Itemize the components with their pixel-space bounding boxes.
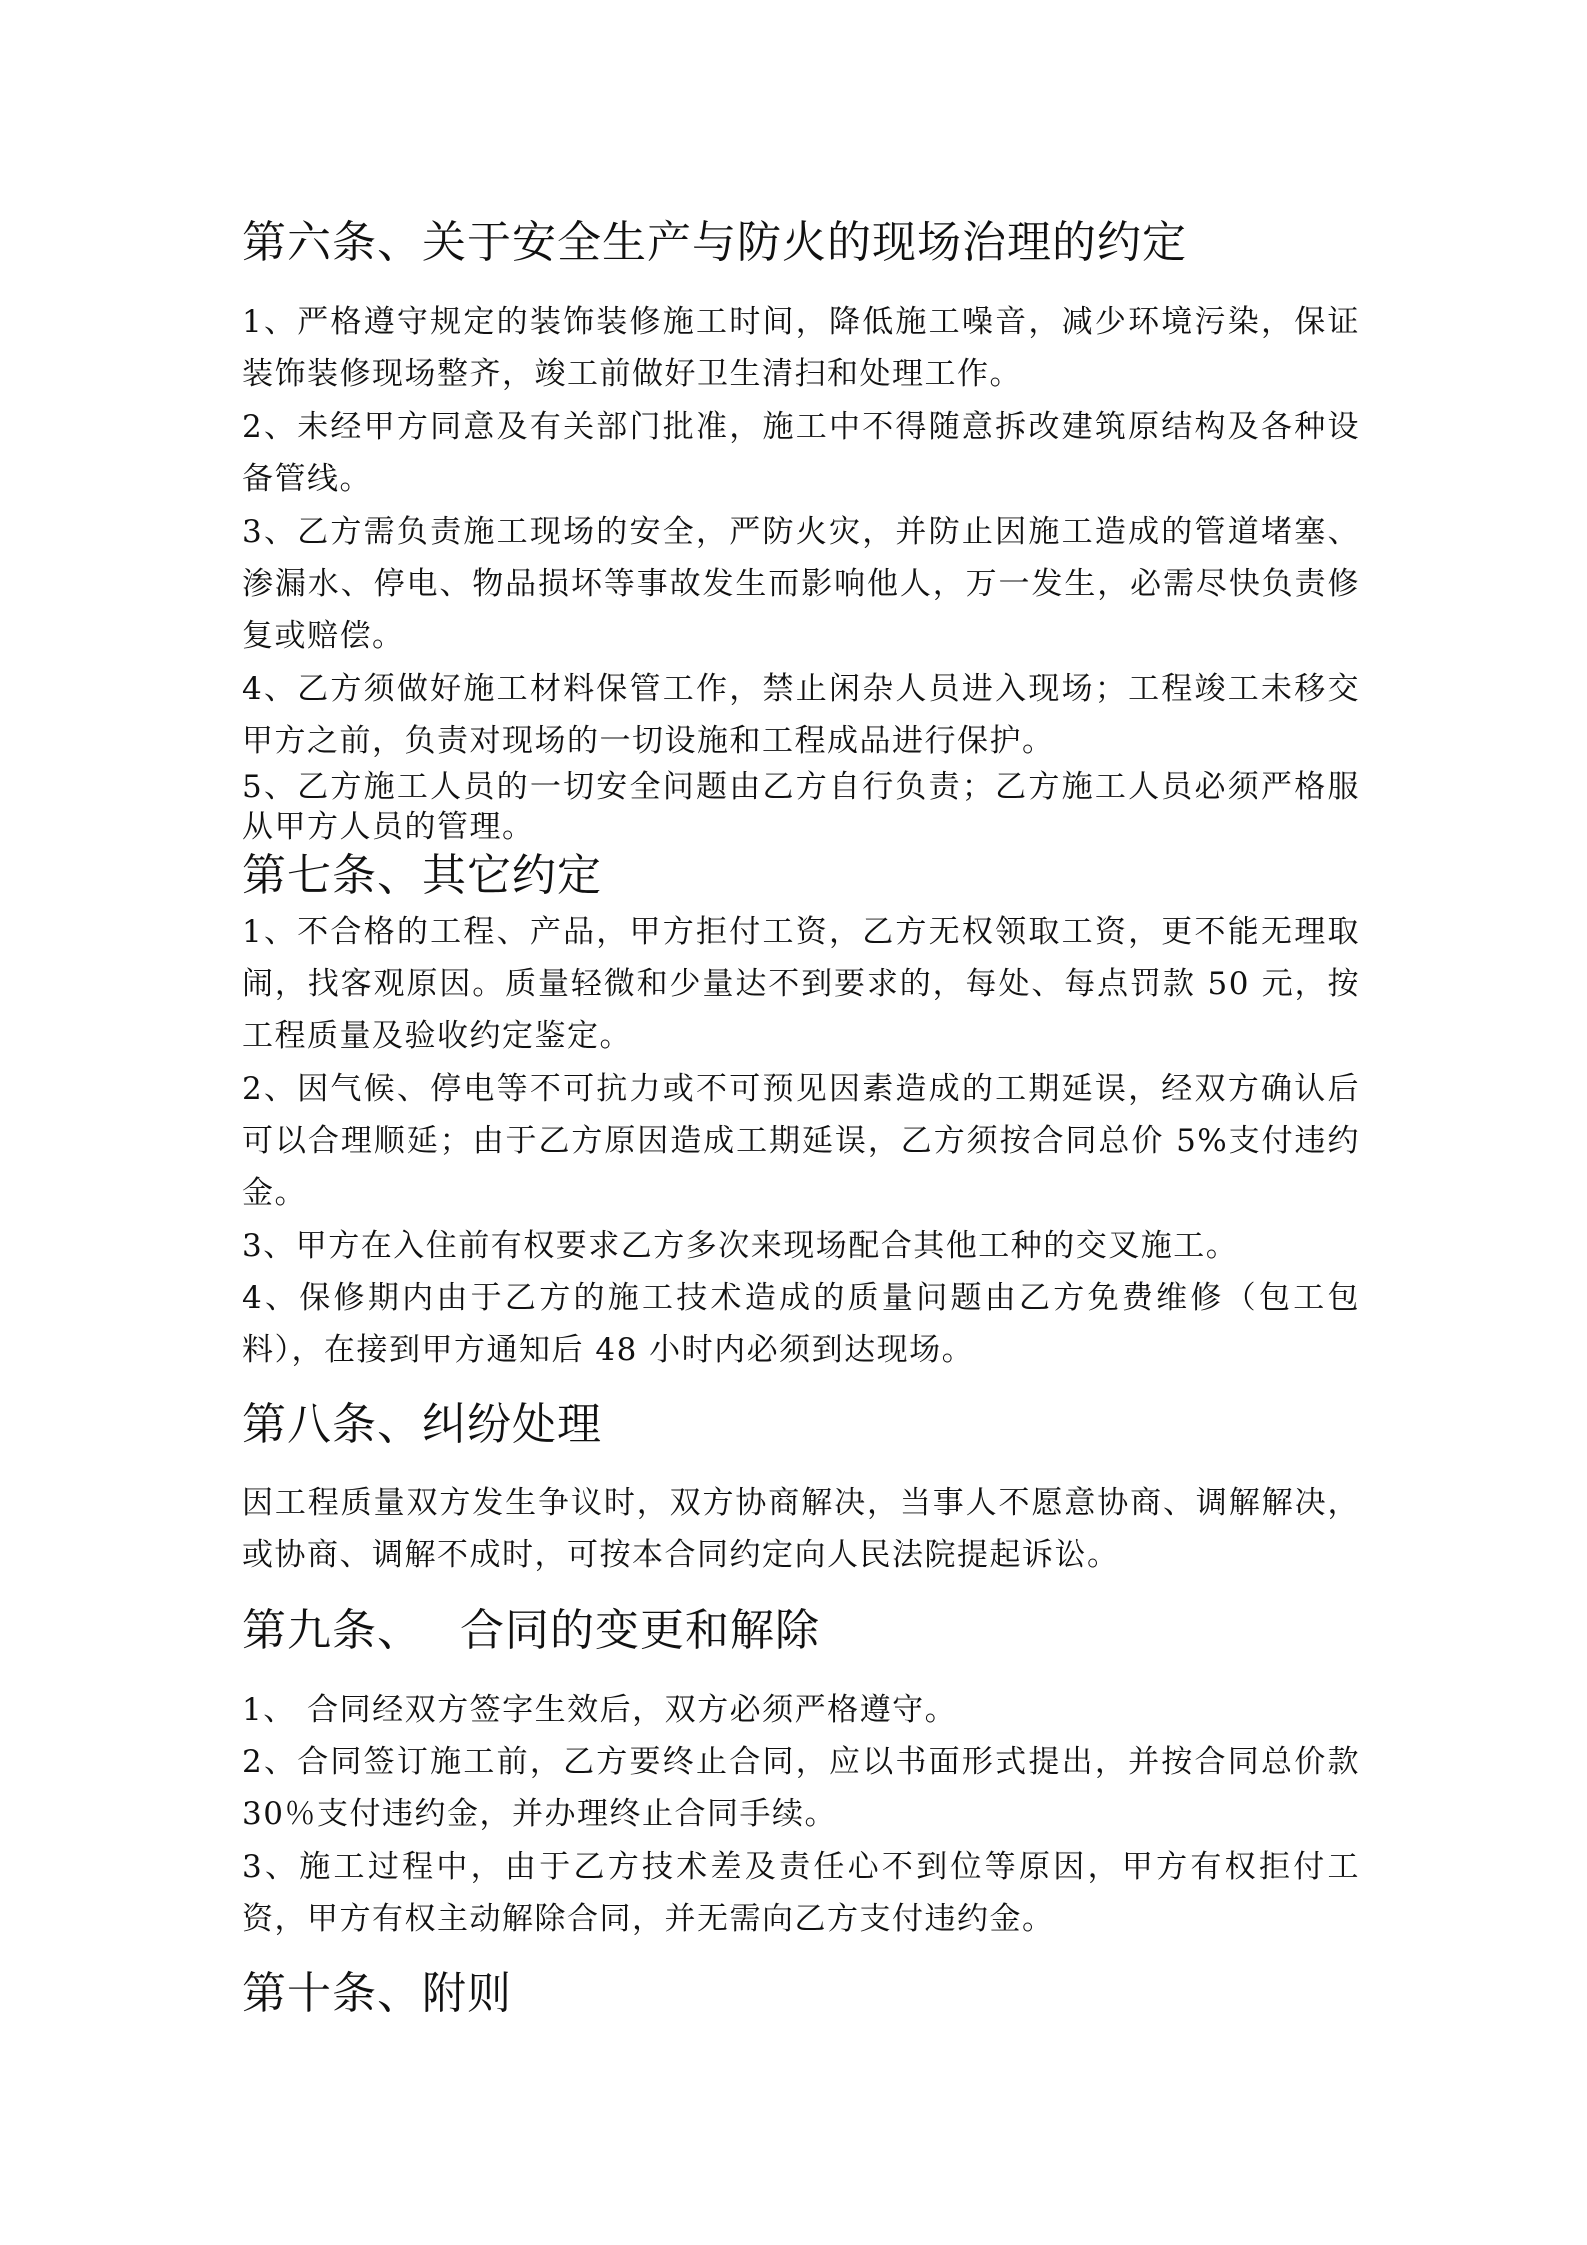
article-9-item-1: 1、 合同经双方签字生效后，双方必须严格遵守。 — [242, 1692, 958, 1728]
article-9-item-2: 2、合同签订施工前，乙方要终止合同，应以书面形式提出，并按合同总价款 30％支付违约金，并办理终止合同手续。 — [242, 1744, 1360, 1832]
article-8-heading: 第八条、纠纷处理 — [242, 1399, 602, 1450]
article-6-heading: 第六条、关于安全生产与防火的现场治理的约定 — [242, 217, 1187, 268]
article-7-item-1: 1、不合格的工程、产品，甲方拒付工资，乙方无权领取工资，更不能无理取闹，找客观原因。质量轻微和少量达不到要求的，每处、每点罚款 50 元，按工程质量及验收约定鉴定。 — [242, 914, 1360, 1054]
article-7-item-4: 4、保修期内由于乙方的施工技术造成的质量问题由乙方免费维修（包工包料），在接到甲方通知后 48 小时内必须到达现场。 — [242, 1280, 1360, 1368]
article-9-item-3: 3、施工过程中，由于乙方技术差及责任心不到位等原因，甲方有权拒付工资，甲方有权主动解除合同，并无需向乙方支付违约金。 — [242, 1849, 1360, 1937]
article-9-heading: 第九条、 合同的变更和解除 — [242, 1605, 820, 1656]
article-6-item-5: 5、乙方施工人员的一切安全问题由乙方自行负责；乙方施工人员必须严格服从甲方人员的管理。 — [242, 769, 1360, 845]
article-6-item-4: 4、乙方须做好施工材料保管工作，禁止闲杂人员进入现场；工程竣工未移交甲方之前，负责对现场的一切设施和工程成品进行保护。 — [242, 671, 1360, 759]
article-7-item-2: 2、因气候、停电等不可抗力或不可预见因素造成的工期延误，经双方确认后可以合理顺延；由于乙方原因造成工期延误，乙方须按合同总价 5%支付违约金。 — [242, 1071, 1360, 1211]
article-7-heading: 第七条、其它约定 — [242, 850, 602, 901]
article-6-item-2: 2、未经甲方同意及有关部门批准，施工中不得随意拆改建筑原结构及各种设备管线。 — [242, 409, 1360, 497]
article-8-text: 因工程质量双方发生争议时，双方协商解决，当事人不愿意协商、调解解决，或协商、调解不成时，可按本合同约定向人民法院提起诉讼。 — [242, 1485, 1360, 1573]
article-7-item-3: 3、甲方在入住前有权要求乙方多次来现场配合其他工种的交叉施工。 — [242, 1228, 1239, 1264]
article-6-item-3: 3、乙方需负责施工现场的安全，严防火灾，并防止因施工造成的管道堵塞、渗漏水、停电、物品损坏等事故发生而影响他人，万一发生，必需尽快负责修复或赔偿。 — [242, 514, 1360, 654]
article-6-item-1: 1、严格遵守规定的装饰装修施工时间，降低施工噪音，减少环境污染，保证装饰装修现场整齐，竣工前做好卫生清扫和处理工作。 — [242, 304, 1360, 392]
article-10-heading: 第十条、附则 — [242, 1968, 512, 2019]
